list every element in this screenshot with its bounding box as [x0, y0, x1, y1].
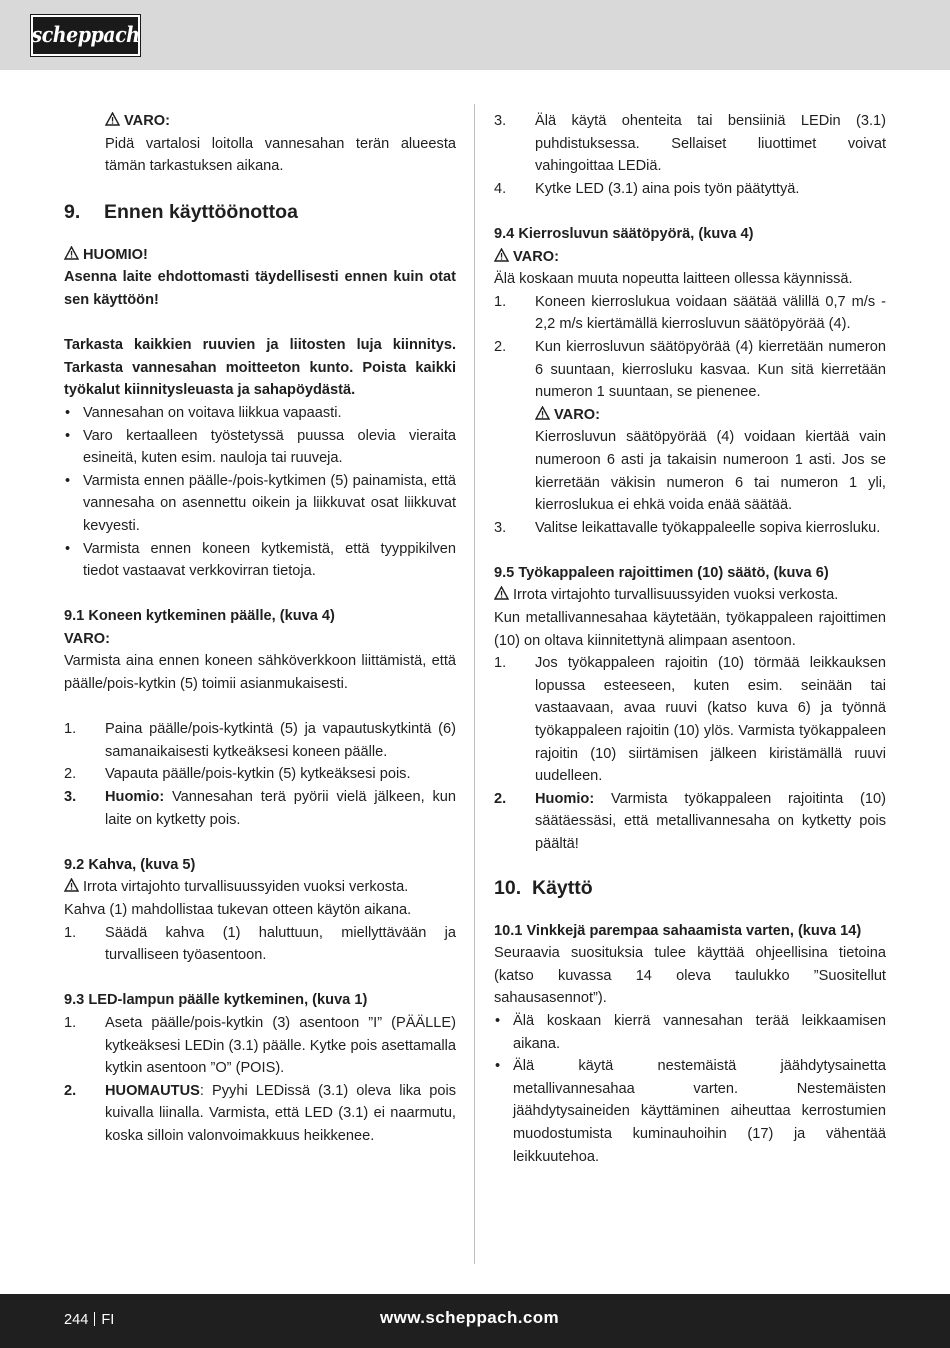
section-text: Varmista aina ennen koneen sähköverkkoon liittämistä, että päälle/pois-kytkin (5) toimii asianmukaisesti.	[64, 653, 456, 693]
list-item: 3. Huomio: Vannesahan terä pyörii vielä jälkeen, kun laite on kytketty pois.	[64, 789, 456, 828]
warning-triangle-icon	[494, 248, 509, 262]
list-item: 1. Säädä kahva (1) haluttuun, miellyttävään ja turvalliseen työasentoon.	[64, 924, 456, 964]
section-9-heading: 9. Ennen käyttöönottoa	[64, 200, 298, 223]
warning-label: VARO:	[64, 630, 110, 647]
warning-text: Pidä vartalosi loitolla vannesahan terän alueesta tämän tarkastuksen aikana.	[105, 135, 456, 175]
website-link[interactable]: www.scheppach.com	[380, 1308, 560, 1327]
check-text: Tarkasta kaikkien ruuvien ja liitosten luja kiinnitys. Tarkasta vannesahan moitteeton kunto. Poista kaikki työkalut kiinnitysleuasta ja sahapöydästä.	[64, 337, 456, 399]
list-item: 2. Huomio: Varmista työkappaleen rajoitinta (10) säätäessäsi, että metallivannesaha on kytketty pois päältä!	[494, 790, 886, 852]
warning-triangle-icon	[535, 406, 550, 420]
list-item: 3. Älä käytä ohenteita tai bensiiniä LEDin (3.1) puhdistuksessa. Sellaiset liuottimet voivat vahingoittaa LEDiä.	[494, 113, 886, 175]
page-footer	[0, 1294, 950, 1348]
warning-triangle-icon	[64, 246, 79, 260]
list-item: • Varo kertaalleen työstetyssä puussa olevia vieraita esineitä, kuten esim. nauloja tai ruuveja.	[65, 427, 456, 467]
section-9-2-heading: 9.2 Kahva, (kuva 5)	[64, 856, 196, 873]
section-text: Kahva (1) mahdollistaa tukevan otteen käytön aikana.	[64, 902, 412, 918]
notice-text: Asenna laite ehdottomasti täydellisesti ennen kuin otat sen käyttöön!	[64, 269, 456, 308]
section-9-1-heading: 9.1 Koneen kytkeminen päälle, (kuva 4)	[64, 608, 335, 625]
warning-line: Irrota virtajohto turvallisuussyiden vuoksi verkosta.	[64, 876, 456, 899]
scheppach-logo	[31, 15, 140, 56]
warning-triangle-icon	[105, 112, 120, 126]
list-item: 2. HUOMAUTUS: Pyyhi LEDissä (3.1) oleva lika pois kuivalla liinalla. Varmista, että LED (3.1) ei naarmutu, koska silloin valonvoimakkuus heikkenee.	[64, 1082, 456, 1144]
right-column	[494, 110, 886, 1168]
list-item: 4. Kytke LED (3.1) aina pois työn päätyttyä.	[494, 180, 800, 197]
warning-triangle-icon	[494, 586, 509, 600]
list-item: • Varmista ennen päälle-/pois-kytkimen (5) painamista, että vannesaha on asennettu oikein ja liikkuvat osat liikkuvat kevyesti.	[65, 472, 456, 534]
section-10-heading: 10. Käyttö	[494, 876, 593, 899]
list-item: • Älä käytä nestemäistä jäähdytysainetta metallivannesahaa varten. Nestemäisten jäähdytysaineiden käyttäminen aiheuttaa kerrostumien muodostumista kuminauhoihin (17) ja vähentää leikkuutehoa.	[495, 1058, 886, 1165]
page-header	[0, 0, 950, 70]
section-9-4-heading: 9.4 Kierrosluvun säätöpyörä, (kuva 4)	[494, 225, 754, 242]
section-10-1-heading: 10.1 Vinkkejä parempaa sahaamista varten, (kuva 14)	[494, 922, 862, 939]
list-item: 1. Aseta päälle/pois-kytkin (3) asentoon ”I” (PÄÄLLE) kytkeäksesi LEDin (3.1) päälle. Kytke pois asettamalla kytkin asentoon ”O” (POIS).	[64, 1014, 456, 1077]
section-text: Seuraavia suosituksia tulee käyttää ohjeellisina tietoina (katso kuvassa 14 oleva taulukko ”Suositellut sahausasennot”).	[494, 945, 886, 1007]
notice-heading: HUOMIO!	[64, 244, 456, 267]
list-item: 3. Valitse leikattavalle työkappaleelle sopiva kierrosluku.	[494, 519, 881, 536]
section-9-3-heading: 9.3 LED-lampun päälle kytkeminen, (kuva 1)	[64, 992, 368, 1009]
section-9-5-heading: 9.5 Työkappaleen rajoittimen (10) säätö, (kuva 6)	[494, 564, 829, 581]
section-text: Älä koskaan muuta nopeutta laitteen ollessa käynnissä.	[494, 271, 853, 288]
warning-heading: VARO:	[64, 110, 456, 133]
warning-line: Irrota virtajohto turvallisuussyiden vuoksi verkosta.	[494, 584, 886, 607]
page-number: 244 FI	[64, 1312, 115, 1328]
list-item: • Älä koskaan kierrä vannesahan terää leikkaamisen aikana.	[495, 1012, 886, 1052]
column-divider	[474, 104, 475, 1264]
list-item: 2. Kun kierrosluvun säätöpyörää (4) kierretään numeron 6 suuntaan, kierrosluku kasvaa. Kun sitä kierretään numeron 1 suuntaan, se pienenee.	[494, 338, 886, 401]
list-item: 1. Paina päälle/pois-kytkintä (5) ja vapautuskytkintä (6) samanaikaisesti kytkeäksesi koneen päälle.	[64, 721, 456, 760]
section-text: Kun metallivannesahaa käytetään, työkappaleen rajoittimen (10) on oltava kiinnitettynä alimpaan asentoon.	[494, 610, 886, 649]
warning-triangle-icon	[64, 878, 79, 892]
list-item: 1. Jos työkappaleen rajoitin (10) törmää leikkauksen lopussa esteeseen, kuten esim. seinään tai vastaavaan, avaa ruuvi (katso kuva 6) ja työnnä työkappaleen rajoitin (10) ylös. Varmista työkappaleen rajoitin (10) siirtämisen jälkeen kiristämällä ruuvi uudelleen.	[494, 655, 886, 785]
logo-text: scheppach	[31, 22, 140, 48]
warning-text: Kierrosluvun säätöpyörää (4) voidaan kiertää vain numeroon 6 asti ja takaisin numeroon 1 asti. Jos se kierretään väkisin numeron 6 tai numeron 1 yli, kierroslukua ei ehkä voida enää säätää.	[535, 429, 886, 514]
left-column	[64, 110, 456, 1148]
list-item: • Varmista ennen koneen kytkemistä, että tyyppikilven tiedot vastaavat verkkovirran tietoja.	[65, 540, 456, 580]
list-item: 1. Koneen kierroslukua voidaan säätää välillä 0,7 m/s - 2,2 m/s kiertämällä kierrosluvun säätöpyörää (4).	[494, 293, 886, 333]
warning-heading: VARO:	[494, 246, 886, 269]
warning-heading: VARO:	[494, 404, 886, 427]
list-item: 2. Vapauta päälle/pois-kytkin (5) kytkeäksesi pois.	[64, 766, 411, 783]
list-item: • Vannesahan on voitava liikkua vapaasti.	[65, 404, 342, 421]
